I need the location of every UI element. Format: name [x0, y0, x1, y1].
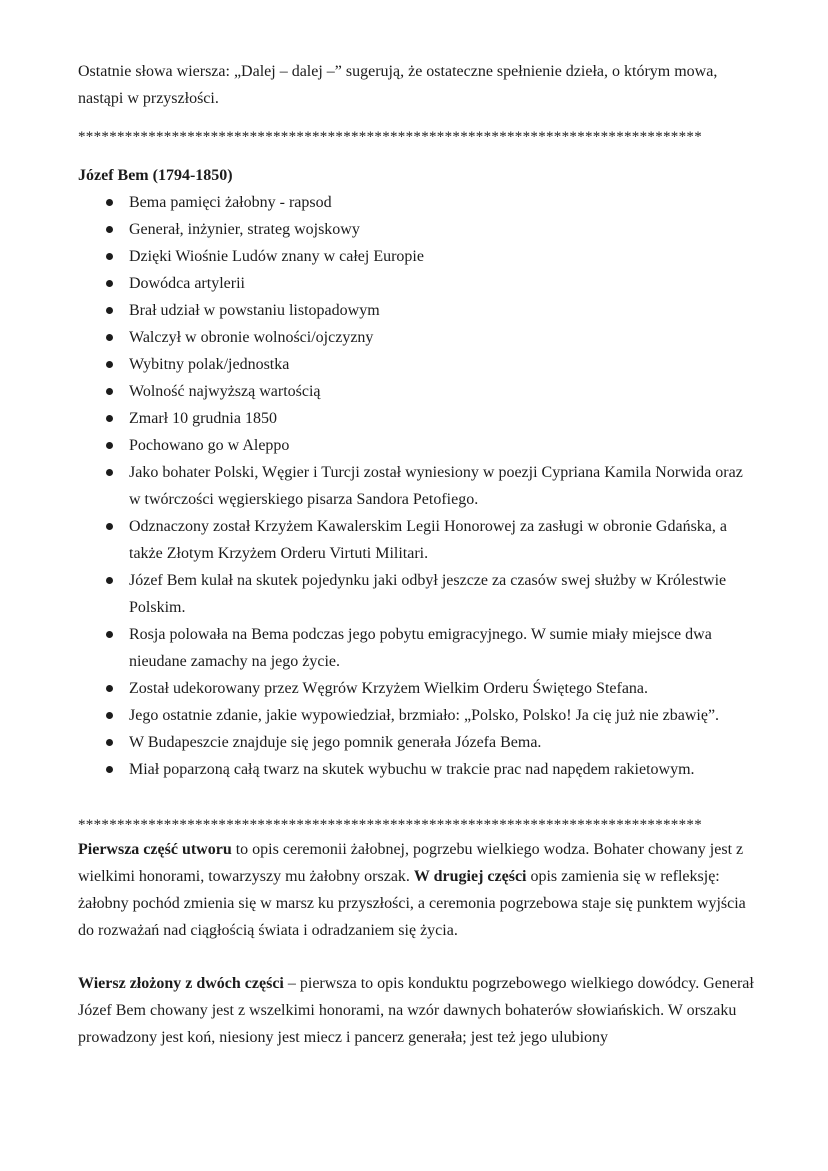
- list-item: Został udekorowany przez Węgrów Krzyżem Wielkim Orderu Świętego Stefana.: [78, 675, 758, 702]
- list-item: Generał, inżynier, strateg wojskowy: [78, 216, 758, 243]
- bold-phrase: Pierwsza część utworu: [78, 841, 232, 858]
- intro-paragraph: [78, 58, 758, 112]
- bem-section: [78, 162, 758, 783]
- bullet-icon: [106, 469, 113, 476]
- bold-phrase: Wiersz złożony z dwóch części: [78, 975, 284, 992]
- bold-phrase: W drugiej części: [413, 868, 527, 885]
- separator-stars-2: ********************************************************************************: [78, 817, 702, 833]
- list-item: Brał udział w powstaniu listopadowym: [78, 297, 758, 324]
- bullet-icon: [106, 739, 113, 746]
- bullet-icon: [106, 631, 113, 638]
- list-item: Jako bohater Polski, Węgier i Turcji został wyniesiony w poezji Cypriana Kamila Norwida oraz w twórczości węgierskiego pisarza Sandora Petofiego.: [78, 459, 758, 513]
- list-item: Zmarł 10 grudnia 1850: [78, 405, 758, 432]
- bullet-icon: [106, 280, 113, 287]
- list-item: Wolność najwyższą wartością: [78, 378, 758, 405]
- list-item: W Budapeszcie znajduje się jego pomnik generała Józefa Bema.: [78, 729, 758, 756]
- bullet-icon: [106, 226, 113, 233]
- bullet-icon: [106, 685, 113, 692]
- bullet-icon: [106, 361, 113, 368]
- paragraph-text: Pierwsza część utworu to opis ceremonii żałobnej, pogrzebu wielkiego wodza. Bohater chowany jest z wielkimi honorami, towarzyszy mu żałobny orszak. W drugiej części opis zamienia się w refleksję: żałobny pochód zmienia się w marsz ku przyszłości, a ceremonia pogrzebowa staje się punktem wyjścia do rozważań nad ciągłością świata i odradzaniem się życia.: [78, 841, 746, 939]
- list-item: Walczył w obronie wolności/ojczyzny: [78, 324, 758, 351]
- list-item: Miał poparzoną całą twarz na skutek wybuchu w trakcie prac nad napędem rakietowym.: [78, 756, 758, 783]
- list-item: Józef Bem kulał na skutek pojedynku jaki odbył jeszcze za czasów swej służby w Królestwie Polskim.: [78, 567, 758, 621]
- list-item: Dzięki Wiośnie Ludów znany w całej Europie: [78, 243, 758, 270]
- list-item: Jego ostatnie zdanie, jakie wypowiedział, brzmiało: „Polsko, Polsko! Ja cię już nie zbawię”.: [78, 702, 758, 729]
- bem-heading: Józef Bem (1794-1850): [78, 167, 233, 184]
- list-item: Dowódca artylerii: [78, 270, 758, 297]
- list-item: Rosja polowała na Bema podczas jego pobytu emigracyjnego. W sumie miały miejsce dwa nieudane zamachy na jego życie.: [78, 621, 758, 675]
- list-item: Wybitny polak/jednostka: [78, 351, 758, 378]
- paragraph-structure: [78, 970, 758, 1051]
- paragraph-parts: [78, 836, 758, 944]
- bullet-icon: [106, 442, 113, 449]
- bullet-icon: [106, 712, 113, 719]
- bullet-icon: [106, 388, 113, 395]
- bem-bullet-list: [78, 189, 758, 783]
- bullet-icon: [106, 415, 113, 422]
- list-item: Pochowano go w Aleppo: [78, 432, 758, 459]
- bullet-icon: [106, 199, 113, 206]
- bullet-icon: [106, 334, 113, 341]
- intro-text: Ostatnie słowa wiersza: „Dalej – dalej –” sugerują, że ostateczne spełnienie dzieła, o którym mowa, nastąpi w przyszłości.: [78, 63, 718, 107]
- bullet-icon: [106, 523, 113, 530]
- list-item: Odznaczony został Krzyżem Kawalerskim Legii Honorowej za zasługi w obronie Gdańska, a także Złotym Krzyżem Orderu Virtuti Militari.: [78, 513, 758, 567]
- bullet-icon: [106, 253, 113, 260]
- separator-stars-1: ********************************************************************************: [78, 129, 702, 145]
- list-item: Bema pamięci żałobny - rapsod: [78, 189, 758, 216]
- paragraph-text: Wiersz złożony z dwóch części – pierwsza to opis konduktu pogrzebowego wielkiego dowódcy. Generał Józef Bem chowany jest z wszelkimi honorami, na wzór dawnych bohaterów słowiańskich. W orszaku prowadzony jest koń, niesiony jest miecz i pancerz generała; jest też jego ulubiony: [78, 975, 754, 1046]
- bullet-icon: [106, 577, 113, 584]
- bullet-icon: [106, 766, 113, 773]
- bullet-icon: [106, 307, 113, 314]
